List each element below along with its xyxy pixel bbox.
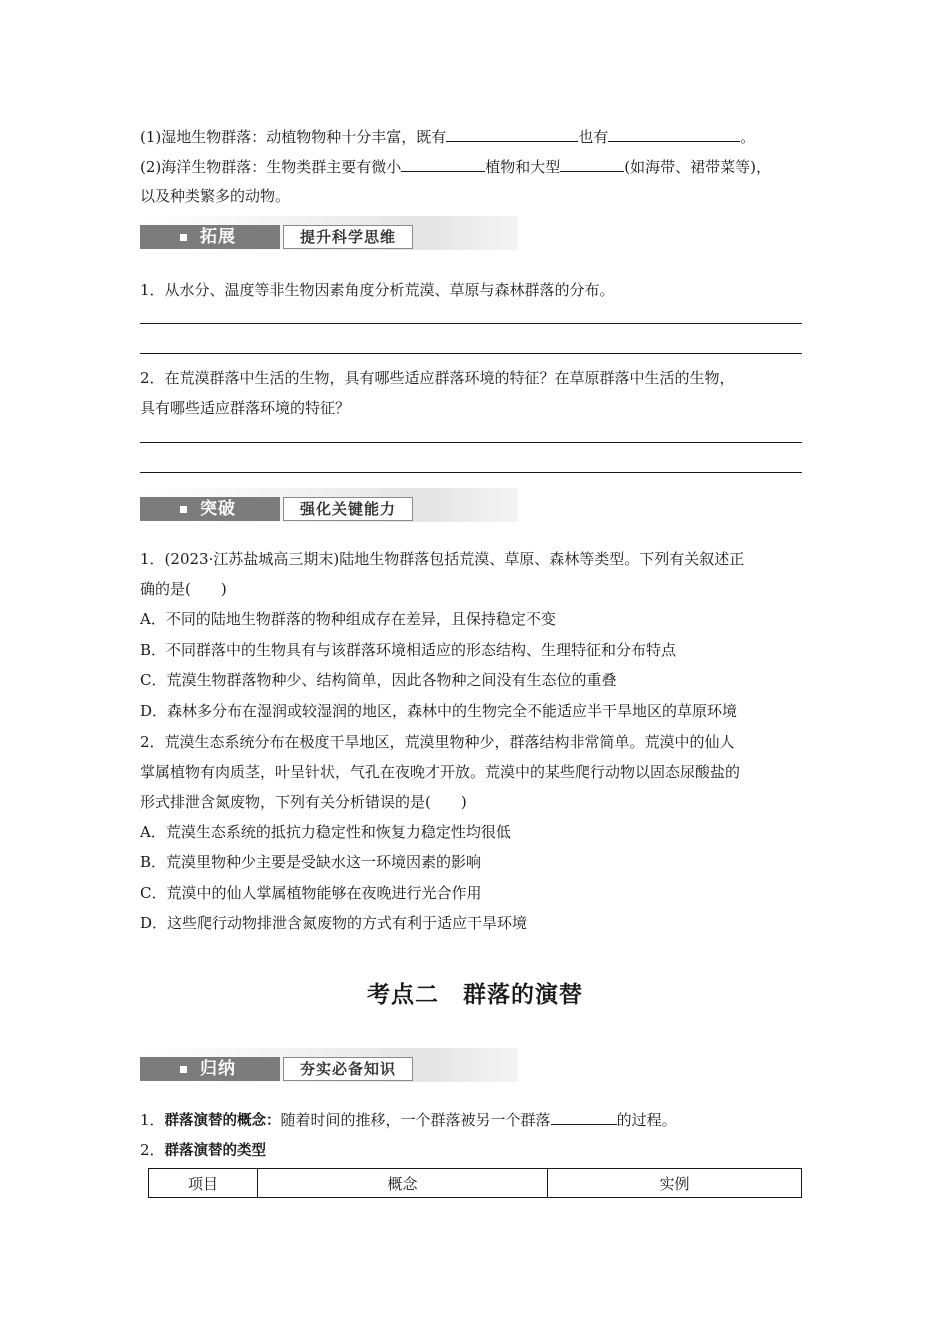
fill-blank[interactable] xyxy=(608,126,740,142)
mc2-option-c[interactable]: C．荒漠中的仙人掌属植物能够在夜晚进行光合作用 xyxy=(140,884,482,902)
mc2-stem-line1: 2．荒漠生态系统分布在极度干旱地区，荒漠里物种少，群落结构非常简单。荒漠中的仙人 xyxy=(140,733,735,751)
mc1-option-b[interactable]: B．不同群落中的生物具有与该群落环境相适应的形态结构、生理特征和分布特点 xyxy=(140,641,677,659)
section-header-summary xyxy=(140,1048,518,1082)
square-bullet-icon xyxy=(180,1066,187,1073)
header-subtitle: 夯实必备知识 xyxy=(283,1057,413,1081)
header-subtitle: 强化关键能力 xyxy=(283,497,413,521)
header-subtitle: 提升科学思维 xyxy=(283,225,413,249)
section-title: 考点二 群落的演替 xyxy=(367,981,583,1008)
fill-blank[interactable] xyxy=(551,1109,617,1125)
table-header-cell: 概念 xyxy=(258,1169,548,1198)
question-1: 1．从水分、温度等非生物因素角度分析荒漠、草原与森林群落的分布。 xyxy=(140,281,615,299)
question-2-line2: 具有哪些适应群落环境的特征？ xyxy=(140,399,351,417)
mc1-stem-line2: 确的是( ) xyxy=(140,580,227,598)
mc1-option-a[interactable]: A．不同的陆地生物群落的物种组成存在差异，且保持稳定不变 xyxy=(140,610,556,628)
mc1-option-c[interactable]: C．荒漠生物群落物种少、结构简单，因此各物种之间没有生态位的重叠 xyxy=(140,671,617,689)
mc2-option-a[interactable]: A．荒漠生态系统的抵抗力稳定性和恢复力稳定性均很低 xyxy=(140,823,511,841)
table-header-cell: 项目 xyxy=(149,1169,258,1198)
paragraph-ocean: (2)海洋生物群落：生物类群主要有微小 植物和大型 (如海带、裙带菜等)， xyxy=(140,158,771,176)
mc1-option-d[interactable]: D．森林多分布在湿润或较湿润的地区，森林中的生物完全不能适应半干旱地区的草原环境 xyxy=(140,702,738,720)
paragraph-ocean-cont: 以及种类繁多的动物。 xyxy=(140,187,291,205)
header-tag: 拓展 xyxy=(200,227,236,247)
answer-line[interactable] xyxy=(140,442,802,443)
answer-line[interactable] xyxy=(140,323,802,324)
mc2-option-b[interactable]: B．荒漠里物种少主要是受缺水这一环境因素的影响 xyxy=(140,853,482,871)
square-bullet-icon xyxy=(180,234,187,241)
header-tag: 突破 xyxy=(200,499,236,519)
succession-types: 2．群落演替的类型 xyxy=(140,1141,267,1159)
fill-blank[interactable] xyxy=(446,126,578,142)
mc1-stem-line1: 1．(2023·江苏盐城高三期末)陆地生物群落包括荒漠、草原、森林等类型。下列有关叙述正 xyxy=(140,550,745,568)
answer-line[interactable] xyxy=(140,353,802,354)
header-tag: 归纳 xyxy=(200,1059,236,1079)
square-bullet-icon xyxy=(180,506,187,513)
table-header-cell: 实例 xyxy=(548,1169,802,1198)
succession-concept: 1．群落演替的概念：随着时间的推移，一个群落被另一个群落 的过程。 xyxy=(140,1111,677,1129)
section-header-breakthrough xyxy=(140,488,518,522)
mc2-stem-line2: 掌属植物有肉质茎，叶呈针状，气孔在夜晚才开放。荒漠中的某些爬行动物以固态尿酸盐的 xyxy=(140,763,741,781)
mc2-option-d[interactable]: D．这些爬行动物排泄含氮废物的方式有利于适应干旱环境 xyxy=(140,914,528,932)
fill-blank[interactable] xyxy=(560,156,624,172)
succession-table xyxy=(148,1168,802,1198)
fill-blank[interactable] xyxy=(401,156,485,172)
answer-line[interactable] xyxy=(140,472,802,473)
question-2-line1: 2．在荒漠群落中生活的生物，具有哪些适应群落环境的特征？在草原群落中生活的生物， xyxy=(140,369,735,387)
paragraph-wetland: (1)湿地生物群落：动植物物种十分丰富，既有 也有 。 xyxy=(140,128,756,146)
section-header-extend xyxy=(140,216,518,250)
mc2-stem-line3: 形式排泄含氮废物，下列有关分析错误的是( ) xyxy=(140,793,467,811)
table-header-row xyxy=(149,1169,802,1198)
